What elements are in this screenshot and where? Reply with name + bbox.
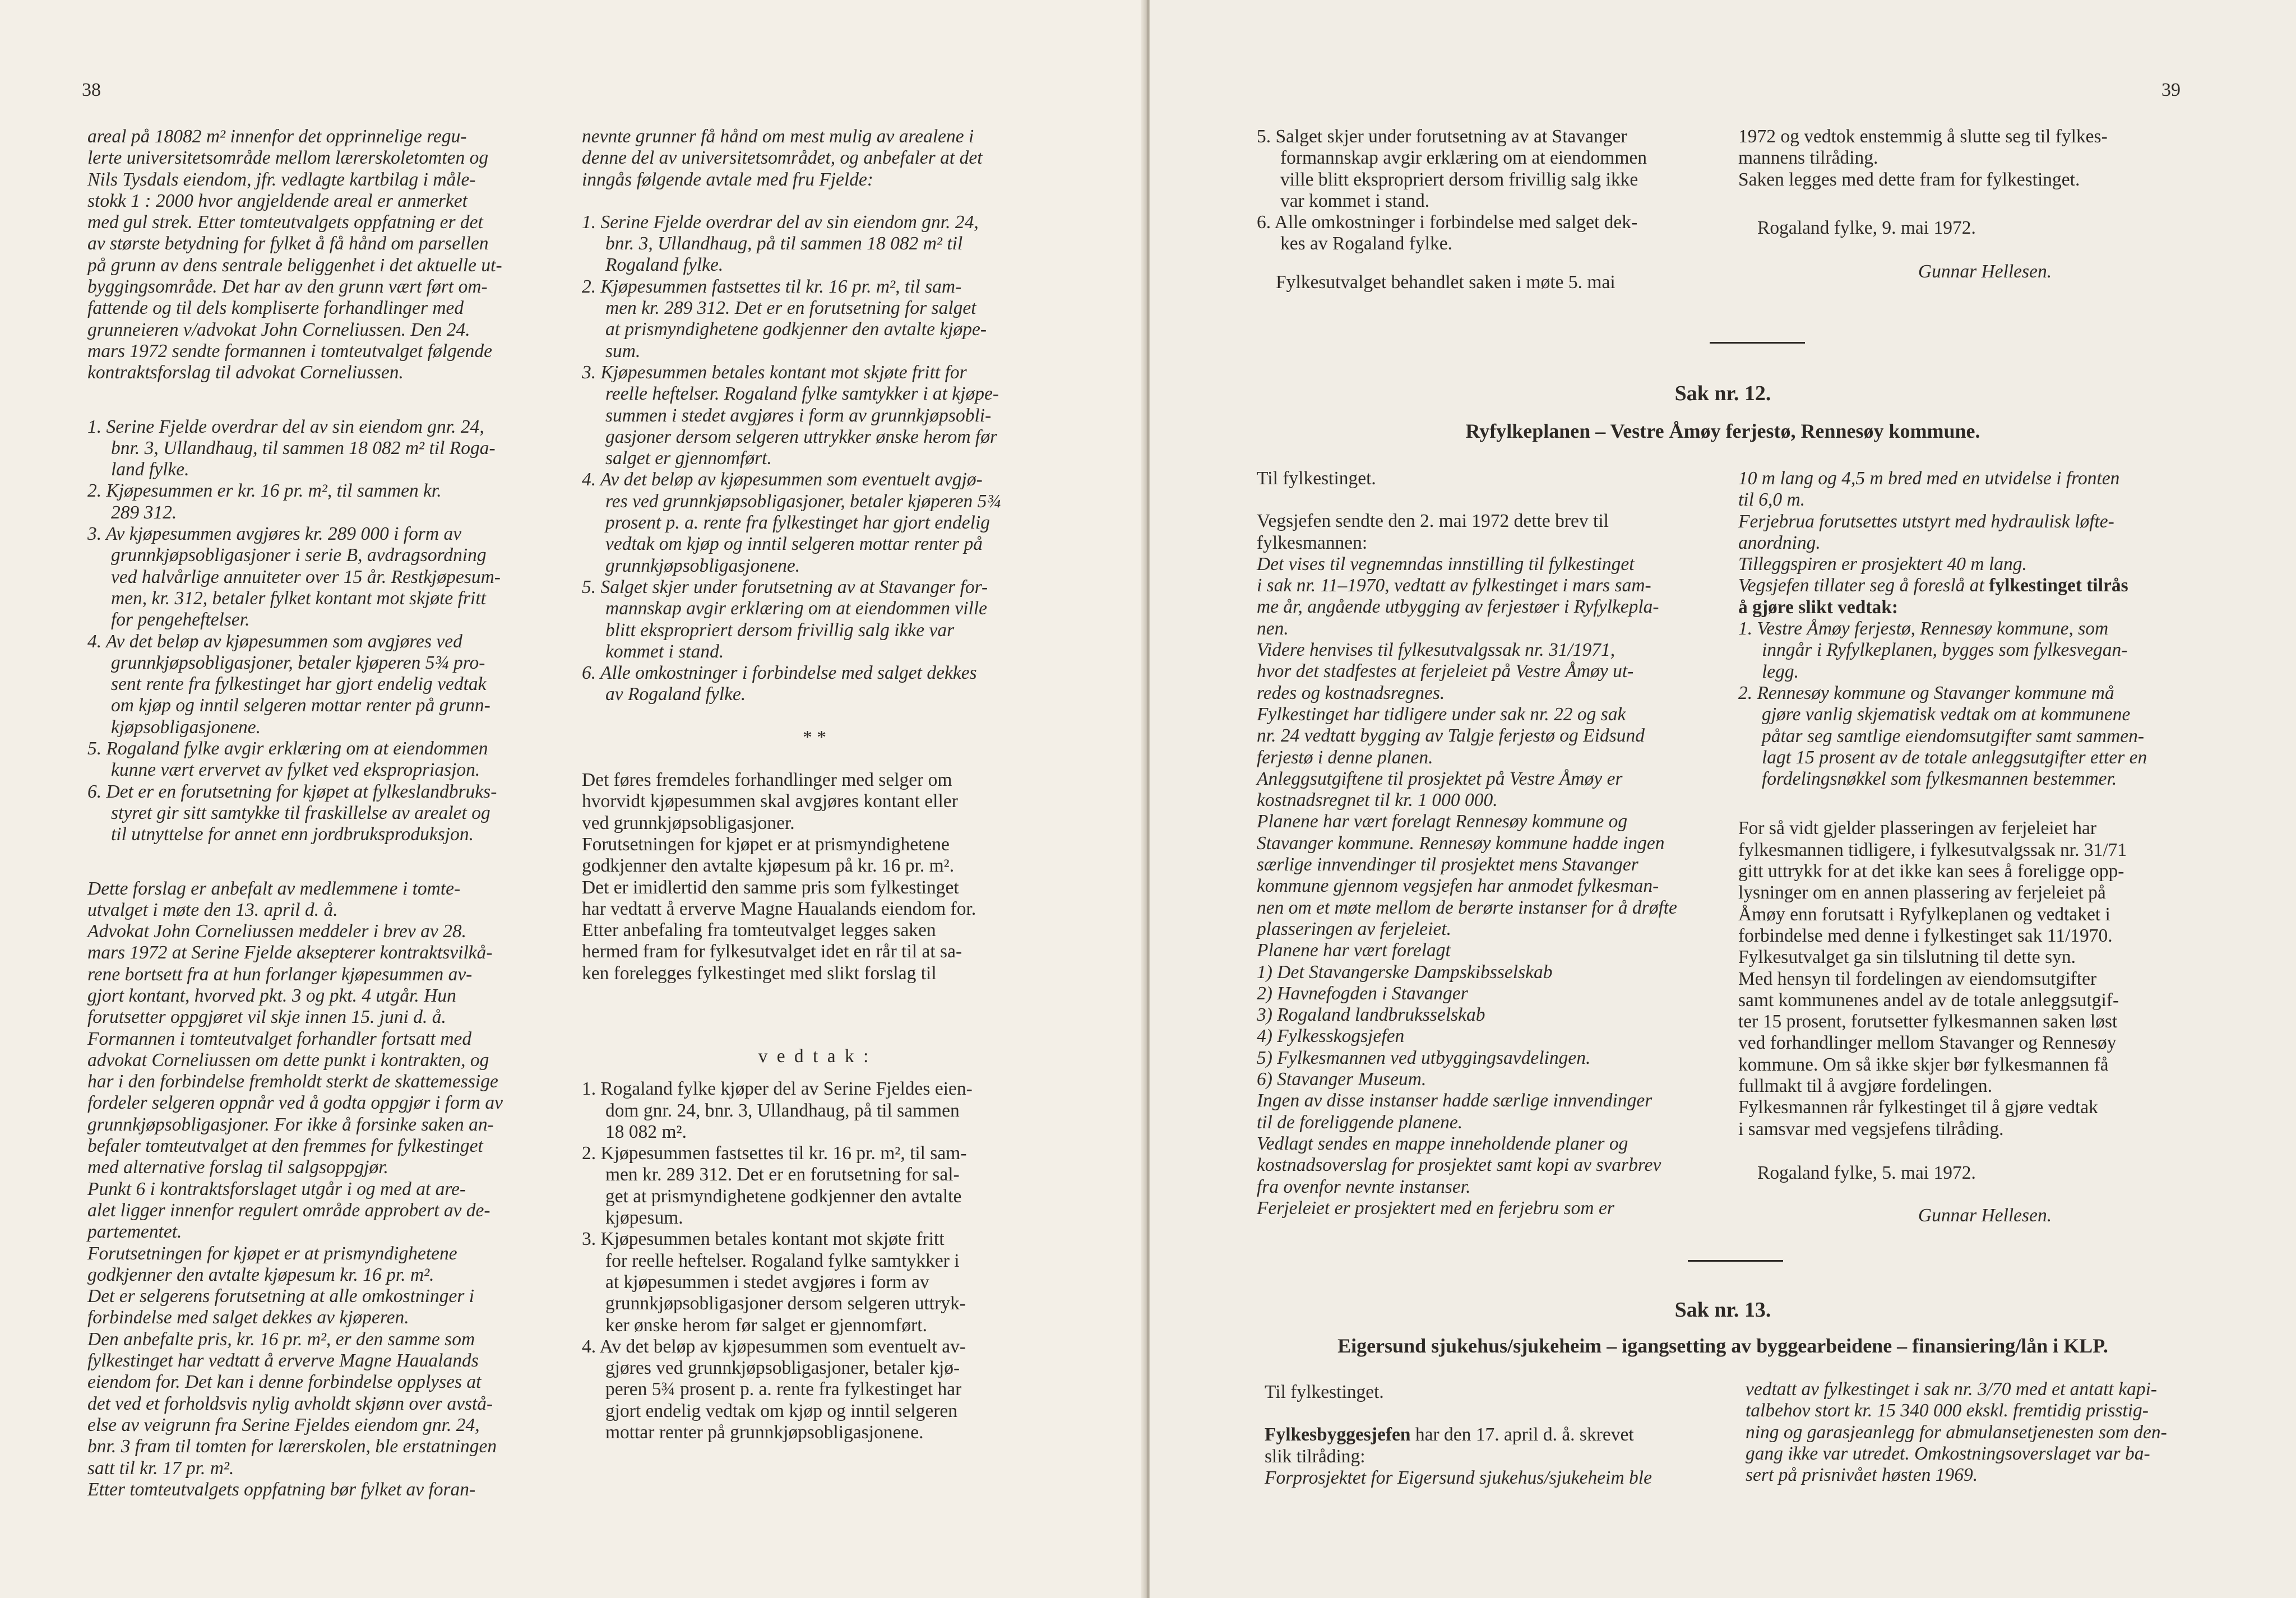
proposal-list-line: inngår i Ryfylkeplanen, bygges som fylkesvegan- — [1762, 640, 2128, 661]
body-text-line: kommune. Om så ikke skjer bør fylkesmannen få — [1738, 1054, 2109, 1075]
page-number-right: 39 — [2161, 80, 2181, 100]
body-text-line: denne del av universitetsområdet, og anbefaler at det — [582, 147, 983, 169]
quoted-line: Ferjebrua forutsettes utstyrt med hydraulisk løfte- — [1738, 511, 2114, 532]
body-text-line: i samsvar med vegsjefens tilråding. — [1738, 1118, 2004, 1140]
proposal-list-line: 2. Rennesøy kommune og Stavanger kommune må — [1738, 682, 2114, 703]
body-text-line: Fylkesutvalget ga sin tilslutning til dette syn. — [1738, 947, 2076, 968]
body-text-line: kontraktsforslag til advokat Corneliussen. — [87, 362, 404, 383]
contract-list-line: bnr. 3, Ullandhaug, til sammen 18 082 m² til Roga- — [111, 437, 496, 458]
spacer — [87, 846, 553, 878]
body-text-line: Fylkesutvalget behandlet saken i møte 5. mai — [1276, 271, 1615, 293]
proposal-lead: Vegsjefen tillater seg å foreslå at — [1738, 575, 1984, 596]
body-text-line: else av veigrunn fra Serine Fjeldes eiendom gnr. 24, — [87, 1414, 480, 1435]
quoted-line: kommune gjennom vegsjefen har anmodet fylkesman- — [1257, 876, 1659, 897]
vedtak-list-line: mottar renter på grunnkjøpsobligasjonene. — [605, 1422, 924, 1443]
quoted-line: Stavanger kommune. Rennesøy kommune hadde ingen — [1257, 832, 1665, 854]
agreement-list-line: gasjoner dersom selgeren uttrykker ønske herom før — [605, 426, 998, 447]
contract-list-line: ved halvårlige annuiteter over 15 år. Restkjøpesum- — [111, 566, 501, 587]
sak12-right-column — [1738, 468, 2232, 1227]
body-text-line: ter 15 prosent, forutsetter fylkesmannen saken løst — [1738, 1011, 2118, 1032]
body-text-line: med gul strek. Etter tomteutvalgets oppfatning er det — [87, 212, 483, 233]
quoted-line: særlige innvendinger til prosjektet mens Stavanger — [1257, 854, 1638, 876]
quoted-line: sert på prisnivået høsten 1969. — [1746, 1465, 1978, 1486]
agreement-list-line: ville blitt ekspropriert dersom frivillig salg ikke — [1280, 169, 1638, 190]
body-text-line: fordeler selgeren oppnår ved å godta oppgjør i form av — [87, 1092, 503, 1114]
vedtak-list-line: 3. Kjøpesummen betales kontant mot skjøte fritt — [582, 1229, 945, 1250]
agreement-list-line: kommet i stand. — [605, 641, 724, 662]
body-text-line: på grunn av dens sentrale beliggenhet i det aktuelle ut- — [87, 254, 502, 276]
body-text-line: forbindelse med denne i fylkestinget sak 11/1970. — [1738, 925, 2113, 946]
quoted-line: gang ikke var utredet. Omkostningsoverslaget var ba- — [1746, 1443, 2150, 1464]
body-text-line: Vegsjefen sendte den 2. mai 1972 dette brev til — [1257, 511, 1609, 532]
vedtak-list-line: grunnkjøpsobligasjoner dersom selgeren uttryk- — [605, 1293, 966, 1314]
sak13-right-column — [1746, 1379, 2239, 1486]
proposal-list-line: lagt 15 prosent av de totale anleggsutgifter etter en — [1762, 747, 2147, 768]
body-text-line: Forutsetningen for kjøpet er at prismyndighetene — [87, 1243, 457, 1264]
contract-list-line: sent rente fra fylkestinget har gjort endelig vedtak — [111, 674, 487, 695]
agreement-list-line: kes av Rogaland fylke. — [1280, 233, 1452, 254]
contract-list-line: men, kr. 312, betaler fylket kontant mot skjøte fritt — [111, 587, 486, 609]
vedtak-list-line: at kjøpesummen i stedet avgjøres i form av — [605, 1271, 929, 1293]
agreement-list-line: 5. Salget skjer under forutsetning av at Stavanger — [1257, 126, 1627, 147]
agreement-list-line: 5. Salget skjer under forutsetning av at Stavanger for- — [582, 576, 988, 597]
body-text-line: For så vidt gjelder plasseringen av ferjeleiet har — [1738, 818, 2097, 839]
body-text-line: mars 1972 sendte formannen i tomteutvalget følgende — [87, 340, 493, 362]
quoted-line: Fylkestinget har tidligere under sak nr. 22 og sak — [1257, 703, 1626, 725]
quoted-line: Planene har vært forelagt Rennesøy kommune og — [1257, 811, 1628, 832]
proposal-list-line: legg. — [1762, 661, 1799, 682]
body-text-line: Formannen i tomteutvalget forhandler fortsatt med — [87, 1028, 472, 1049]
contract-list-line: 5. Rogaland fylke avgir erklæring om at eiendommen — [87, 738, 488, 759]
body-text-line: fylkestinget har vedtatt å erverve Magne Haualands — [87, 1350, 479, 1372]
spacer — [582, 748, 1047, 770]
body-text-line: lerte universitetsområde mellom lærerskoletomten og — [87, 147, 489, 169]
agreement-list-line: reelle heftelser. Rogaland fylke samtykker i at kjøpe- — [605, 383, 999, 405]
body-text-line: mannens tilråding. — [1738, 147, 1878, 169]
body-text-line: gitt uttrykk for at det ikke kan sees å foreligge opp- — [1738, 861, 2124, 882]
body-text-line: har i den forbindelse fremholdt sterkt de skattemessige — [87, 1071, 498, 1092]
quoted-line: plasseringen av ferjeleiet. — [1257, 918, 1452, 939]
body-text-line: med alternative forslag til salgsoppgjør. — [87, 1157, 388, 1178]
vedtak-list-line: 1. Rogaland fylke kjøper del av Serine Fjeldes eien- — [582, 1078, 973, 1100]
sender-bold: Fylkesbyggesjefen — [1265, 1424, 1411, 1446]
body-text-line: alet ligger innenfor regulert område approbert av de- — [87, 1199, 490, 1221]
body-text-line: areal på 18082 m² innenfor det opprinnelige regu- — [87, 126, 467, 147]
proposal-list-line: fordelingsnøkkel som fylkesmannen bestemmer. — [1762, 768, 2117, 790]
contract-list-line: om kjøp og inntil selgeren mottar renter på grunn- — [111, 695, 490, 716]
proposal-bold: fylkestinget tilrås — [1989, 575, 2128, 596]
agreement-list-line: summen i stedet avgjøres i form av grunnkjøpsobli- — [605, 405, 992, 426]
place-date: Rogaland fylke, 5. mai 1972. — [1757, 1162, 1976, 1183]
proposal-list-line: gjøre vanlig skjematisk vedtak om at kommunene — [1762, 704, 2131, 725]
vedtak-list-line: 18 082 m². — [605, 1121, 687, 1142]
quoted-line: nr. 24 vedtatt bygging av Talgje ferjestø og Eidsund — [1257, 725, 1645, 747]
body-text-line: bnr. 3 fram til tomten for lærerskolen, ble erstatningen — [87, 1436, 497, 1457]
spacer — [1738, 191, 2232, 217]
section-divider-12 — [1710, 342, 1805, 344]
contract-list-line: styret gir sitt samtykke til fraskillelse av arealet og — [111, 802, 490, 823]
agreement-list-line: 4. Av det beløp av kjøpesummen som eventuelt avgjø- — [582, 469, 983, 490]
vedtak-list — [582, 1078, 1047, 1443]
body-text-line: partementet. — [87, 1221, 182, 1243]
body-text-line: ved grunnkjøpsobligasjoner. — [582, 812, 795, 833]
body-text-line: Det føres fremdeles forhandlinger med selger om — [582, 770, 952, 791]
body-text-line: fylkesmannen tidligere, i fylkesutvalgssak nr. 31/71 — [1738, 839, 2127, 860]
body-text-line: Dette forslag er anbefalt av medlemmene i tomte- — [87, 878, 461, 899]
body-text-line: Nils Tysdals eiendom, jfr. vedlagte kartbilag i måle- — [87, 169, 476, 190]
contract-list-line: 1. Serine Fjelde overdrar del av sin eiendom gnr. 24, — [87, 416, 484, 437]
contract-list-line: kjøpsobligasjonene. — [111, 716, 261, 738]
body-text-line: gjort kontant, hvorved pkt. 3 og pkt. 4 utgår. Hun — [87, 985, 456, 1006]
quoted-letter-cont — [1738, 468, 2232, 575]
vedtak-list-line: kjøpesum. — [605, 1207, 683, 1229]
left-column-2 — [582, 126, 1047, 1443]
body-text-line: ken forelegges fylkestinget med slikt forslag til — [582, 962, 937, 984]
section-stars: * * — [803, 726, 826, 748]
body-text-line: grunneieren v/advokat John Corneliussen. Den 24. — [87, 319, 470, 340]
vedtak-list-line: dom gnr. 24, bnr. 3, Ullandhaug, på til sammen — [605, 1100, 960, 1121]
sak13-left-column — [1265, 1382, 1758, 1489]
spacer — [582, 984, 1047, 1046]
body-text-line: forutsetter oppgjøret vil skje innen 15. juni d. å. — [87, 1007, 446, 1028]
quoted-line: 5) Fylkesmannen ved utbyggingsavdelingen. — [1257, 1047, 1591, 1068]
agreement-list-line: 6. Alle omkostninger i forbindelse med salget dekkes — [582, 663, 977, 684]
quoted-line: Planene har vært forelagt — [1257, 940, 1451, 961]
quoted-line: 1) Det Stavangerske Dampskibsselskab — [1257, 961, 1553, 983]
body-text-line: stokk 1 : 2000 hvor angjeldende areal er anmerket — [87, 190, 467, 211]
quoted-line: anordning. — [1738, 532, 1821, 553]
quoted-line: Anleggsutgiftene til prosjektet på Vestre Åmøy er — [1257, 768, 1623, 789]
page-number-left: 38 — [82, 80, 101, 100]
body-text-line: Etter anbefaling fra tomteutvalget legges saken — [582, 920, 936, 941]
quoted-line: 10 m lang og 4,5 m bred med en utvidelse i fronten — [1738, 468, 2120, 489]
quoted-line: nen. — [1257, 618, 1289, 639]
contract-list-line: 6. Det er en forutsetning for kjøpet at fylkeslandbruks- — [87, 781, 497, 802]
contract-list-line: 3. Av kjøpesummen avgjøres kr. 289 000 i form av — [87, 524, 462, 545]
spacer — [1257, 255, 1750, 272]
addressee: Til fylkestinget. — [1257, 468, 1376, 489]
body-text-line: ved forhandlinger mellom Stavanger og Rennesøy — [1738, 1032, 2117, 1054]
body-text-line: Det er selgerens forutsetning at alle omkostninger i — [87, 1286, 475, 1307]
agreement-list-line: prosent p. a. rente fra fylkestinget har gjort endelig — [605, 512, 990, 534]
body-text-line: satt til kr. 17 pr. m². — [87, 1457, 234, 1479]
proposal-bold: å gjøre slikt vedtak: — [1738, 596, 1899, 618]
agreement-list-line: Rogaland fylke. — [605, 254, 724, 276]
vedtak-list-line: get at prismyndighetene godkjenner den avtalte — [605, 1185, 962, 1207]
body-text-line: 1972 og vedtok enstemmig å slutte seg til fylkes- — [1738, 126, 2108, 147]
quoted-line: Vedlagt sendes en mappe inneholdende planer og — [1257, 1133, 1628, 1154]
quoted-line: ferjestø i denne planen. — [1257, 747, 1433, 768]
agreement-list-line: sum. — [605, 340, 641, 362]
agreement-list-line: res ved grunnkjøpsobligasjoner, betaler kjøperen 5¾ — [605, 490, 1001, 512]
proposal-line — [1738, 575, 2232, 596]
quoted-line: vedtatt av fylkestinget i sak nr. 3/70 med et antatt kapi- — [1746, 1379, 2158, 1400]
body-text-line: lysninger om en annen plassering av ferjeleiet på — [1738, 882, 2106, 904]
vedtak-list-line: 2. Kjøpesummen fastsettes til kr. 16 pr. m², til sam- — [582, 1143, 967, 1164]
body-text-line: Advokat John Corneliussen meddeler i brev av 28. — [87, 921, 467, 942]
body-text-line: inngås følgende avtale med fru Fjelde: — [582, 169, 874, 190]
spacer — [582, 1067, 1047, 1078]
vedtak-list-line: gjort endelig vedtak om kjøp og inntil selgeren — [605, 1400, 957, 1421]
sak13-title: Eigersund sjukehus/sjukeheim – igangsetting av byggearbeidene – finansiering/lån i KLP. — [1337, 1335, 2108, 1357]
vedtak-list-line: 4. Av det beløp av kjøpesummen som eventuelt av- — [582, 1336, 966, 1357]
body-text-line: fattende og til dels kompliserte forhandlinger med — [87, 298, 464, 319]
right-top-left-column — [1257, 126, 1750, 293]
spacer — [1738, 790, 2232, 818]
quoted-line: 4) Fylkesskogsjefen — [1257, 1026, 1405, 1047]
right-page — [1150, 0, 2296, 1598]
contract-list-line: land fylke. — [111, 459, 189, 480]
quoted-line: 3) Rogaland landbruksselskab — [1257, 1004, 1485, 1026]
contract-list-line: grunnkjøpsobligasjoner i serie B, avdragsordning — [111, 545, 487, 566]
agreement-list-line: 6. Alle omkostninger i forbindelse med salget dek- — [1257, 212, 1638, 233]
body-text-line: befaler tomteutvalget at den fremmes for fylkestinget — [87, 1136, 483, 1157]
body-text-line: godkjenner den avtalte kjøpesum på kr. 16 pr. m². — [582, 855, 955, 877]
body-text-line: Det er imidlertid den samme pris som fylkestinget — [582, 877, 959, 898]
body-text-line: har vedtatt å erverve Magne Haualands eiendom for. — [582, 898, 976, 919]
body-text-line: hermed fram for fylkesutvalget idet en rår til at sa- — [582, 941, 962, 962]
agreement-list-line: mannskap avgir erklæring om at eiendommen ville — [605, 598, 988, 619]
quoted-line: me år, angående utbygging av ferjestøer i Ryfylkepla- — [1257, 596, 1659, 618]
quoted-line: Videre henvises til fylkesutvalgssak nr. 31/1971, — [1257, 640, 1615, 661]
quoted-line: til de foreliggende planene. — [1257, 1111, 1463, 1133]
contract-list-line: kunne vært ervervet av fylket ved ekspropriasjon. — [111, 759, 480, 781]
body-text-line: av største betydning for fylket å få hånd om parsellen — [87, 233, 489, 254]
body-text-line: rene bortsett fra at hun forlanger kjøpesummen av- — [87, 964, 473, 985]
body-text-line: samt kommunenes andel av de totale anleggsutgif- — [1738, 989, 2119, 1011]
proposal-list-line: 1. Vestre Åmøy ferjestø, Rennesøy kommune, som — [1738, 618, 2109, 640]
body-text-line: Punkt 6 i kontraktsforslaget utgår i og med at are- — [87, 1178, 466, 1199]
spacer — [1265, 1403, 1758, 1424]
spacer — [1257, 489, 1750, 511]
agreement-list-line: blitt ekspropriert dersom frivillig salg ikke var — [605, 619, 955, 641]
signature: Gunnar Hellesen. — [1918, 261, 2052, 282]
quoted-line: 6) Stavanger Museum. — [1257, 1069, 1427, 1090]
spacer — [87, 384, 553, 416]
spacer — [1738, 239, 2232, 261]
quoted-line: redes og kostnadsregnes. — [1257, 682, 1445, 703]
addressee: Til fylkestinget. — [1265, 1382, 1384, 1402]
agreement-list-line: vedtak om kjøp og inntil selgeren mottar renter på — [605, 534, 983, 555]
quoted-line: i sak nr. 11–1970, vedtatt av fylkestinget i mars sam- — [1257, 575, 1651, 596]
sak12-left-column — [1257, 468, 1750, 1219]
quoted-line: Ferjeleiet er prosjektert med en ferjebru som er — [1257, 1197, 1614, 1219]
agreement-list-line: var kommet i stand. — [1280, 190, 1430, 211]
agreement-list-line: 3. Kjøpesummen betales kontant mot skjøte fritt for — [582, 362, 967, 383]
quoted-line: hvor det stadfestes at ferjeleiet på Vestre Åmøy ut- — [1257, 661, 1634, 682]
body-text-line: Forutsetningen for kjøpet er at prismyndighetene — [582, 833, 950, 855]
vedtak-list-line: peren 5¾ prosent p. a. rente fra fylkestinget har — [605, 1379, 962, 1400]
body-text-line: utvalget i møte den 13. april d. å. — [87, 899, 338, 920]
vedtak-list-line: gjøres ved grunnkjøpsobligasjoner, betaler kjø- — [605, 1358, 960, 1379]
agreement-list-line: men kr. 289 312. Det er en forutsetning for salget — [605, 298, 976, 319]
spacer — [1738, 1140, 2232, 1162]
body-text-line: mars 1972 at Serine Fjelde aksepterer kontraktsvilkå- — [87, 942, 493, 964]
body-text-line: advokat Corneliussen om dette punkt i kontrakten, og — [87, 1049, 489, 1071]
agreement-list-line: formannskap avgir erklæring om at eiendommen — [1280, 147, 1647, 169]
sak12-number: Sak nr. 12. — [1674, 382, 1771, 405]
quoted-line: nen om et møte mellom de berørte instanser for å drøfte — [1257, 897, 1677, 918]
body-text-line: Fylkesmannen rår fylkestinget til å gjøre vedtak — [1738, 1097, 2098, 1118]
quoted-line: kostnadsregnet til kr. 1 000 000. — [1257, 790, 1498, 811]
signature: Gunnar Hellesen. — [1918, 1205, 2052, 1226]
agreement-list-line: at prismyndighetene godkjenner den avtalte kjøpe- — [605, 319, 987, 340]
vedtak-list-line: ker ønske herom før salget er gjennomført. — [605, 1314, 927, 1336]
agreement-list-line: bnr. 3, Ullandhaug, på til sammen 18 082 m² til — [605, 233, 963, 254]
contract-list-line: grunnkjøpsobligasjoner, betaler kjøperen 5¾ pro- — [111, 652, 485, 673]
proposal-list — [1738, 618, 2232, 790]
spacer — [582, 706, 1047, 727]
quoted-line: Ingen av disse instanser hadde særlige innvendinger — [1257, 1090, 1652, 1111]
body-text-line: Den anbefalte pris, kr. 16 pr. m², er den samme som — [87, 1328, 475, 1350]
body-text-line: Saken legges med dette fram for fylkestinget. — [1738, 169, 2080, 190]
sak13-number: Sak nr. 13. — [1674, 1298, 1771, 1322]
spacer — [1738, 1184, 2232, 1205]
left-page — [0, 0, 1146, 1598]
quoted-line: talbehov stort kr. 15 340 000 ekskl. fremtidig prisstig- — [1746, 1400, 2149, 1421]
quoted-line: fra ovenfor nevnte instanser. — [1257, 1176, 1471, 1197]
quoted-line: 2) Havnefogden i Stavanger — [1257, 983, 1468, 1004]
contract-list-line: til utnyttelse for annet enn jordbruksproduksjon. — [111, 824, 474, 845]
body-text-line: grunnkjøpsobligasjoner. For ikke å forsinke saken an- — [87, 1114, 494, 1135]
contract-list-line: 4. Av det beløp av kjøpesummen som avgjøres ved — [87, 631, 462, 652]
body-text-line: det ved et forholdsvis nylig avholdt skjønn over avstå- — [87, 1393, 493, 1414]
quoted-letter — [1257, 554, 1750, 1219]
contract-list-line: 289 312. — [111, 502, 177, 523]
body-text-line: hvorvidt kjøpesummen skal avgjøres kontant eller — [582, 791, 958, 812]
body-text-line: fullmakt til å avgjøre fordelingen. — [1738, 1076, 1993, 1097]
right-top-right-column — [1738, 126, 2232, 282]
quoted-line: kostnadsoverslag for prosjektet samt kopi av svarbrev — [1257, 1155, 1661, 1176]
body-text-line: forbindelse med salget dekkes av kjøperen. — [87, 1307, 409, 1328]
agreement-list-line: av Rogaland fylke. — [605, 684, 746, 705]
section-divider-13 — [1688, 1260, 1783, 1262]
body-text-line: fylkesmannen: — [1257, 532, 1368, 553]
vedtak-list-line: men kr. 289 312. Det er en forutsetning for sal- — [605, 1164, 960, 1185]
contract-list-line: 2. Kjøpesummen er kr. 16 pr. m², til sammen kr. — [87, 480, 442, 502]
body-text-roman — [582, 770, 1047, 984]
agreement-list-line: grunnkjøpsobligasjonene. — [605, 555, 800, 576]
body-text-line: nevnte grunner få hånd om mest mulig av arealene i — [582, 126, 974, 147]
body-text-line — [1265, 1424, 1758, 1446]
vedtak-heading: v e d t a k : — [758, 1045, 871, 1067]
agreement-list-line: salget er gjennomført. — [605, 448, 772, 469]
body-text-line: byggingsområde. Det har av den grunn vært ført om- — [87, 276, 488, 298]
quoted-line: Forprosjektet for Eigersund sjukehus/sjukeheim ble — [1265, 1467, 1652, 1488]
quoted-line: Det vises til vegnemndas innstilling til fylkestinget — [1257, 553, 1635, 575]
quoted-line: til 6,0 m. — [1738, 489, 1806, 511]
proposal-list-line: påtar seg samtlige eiendomsutgifter samt sammen- — [1762, 725, 2145, 747]
body-text-line: Med hensyn til fordelingen av eiendomsutgifter — [1738, 968, 2097, 989]
body-text-line: eiendom for. Det kan i denne forbindelse opplyses at — [87, 1372, 482, 1393]
quoted-line: Tilleggspiren er prosjektert 40 m lang. — [1738, 554, 2027, 575]
sak12-title: Ryfylkeplanen – Vestre Åmøy ferjestø, Rennesøy kommune. — [1465, 420, 1980, 442]
place-date: Rogaland fylke, 9. mai 1972. — [1757, 217, 1976, 238]
agreement-list-line: 2. Kjøpesummen fastsettes til kr. 16 pr. m², til sam- — [582, 276, 962, 297]
spacer — [582, 191, 1047, 212]
body-text-line: Åmøy enn forutsatt i Ryfylkeplanen og vedtaket i — [1738, 904, 2110, 925]
contract-list-line: for pengeheftelser. — [111, 609, 250, 631]
vedtak-list-line: for reelle heftelser. Rogaland fylke samtykker i — [605, 1250, 960, 1271]
left-column-1 — [87, 126, 553, 1500]
body-text-line: Etter tomteutvalgets oppfatning bør fylket av foran- — [87, 1479, 476, 1500]
body-text-fragment: har den 17. april d. å. skrevet — [1410, 1424, 1634, 1446]
quoted-line: ning og garasjeanlegg for abmulansetjenesten som den- — [1746, 1421, 2167, 1443]
agreement-list-line: 1. Serine Fjelde overdrar del av sin eiendom gnr. 24, — [582, 211, 979, 233]
body-text-line: slik tilråding: — [1265, 1446, 1365, 1467]
body-text-line: godkjenner den avtalte kjøpesum kr. 16 pr. m². — [87, 1264, 434, 1285]
